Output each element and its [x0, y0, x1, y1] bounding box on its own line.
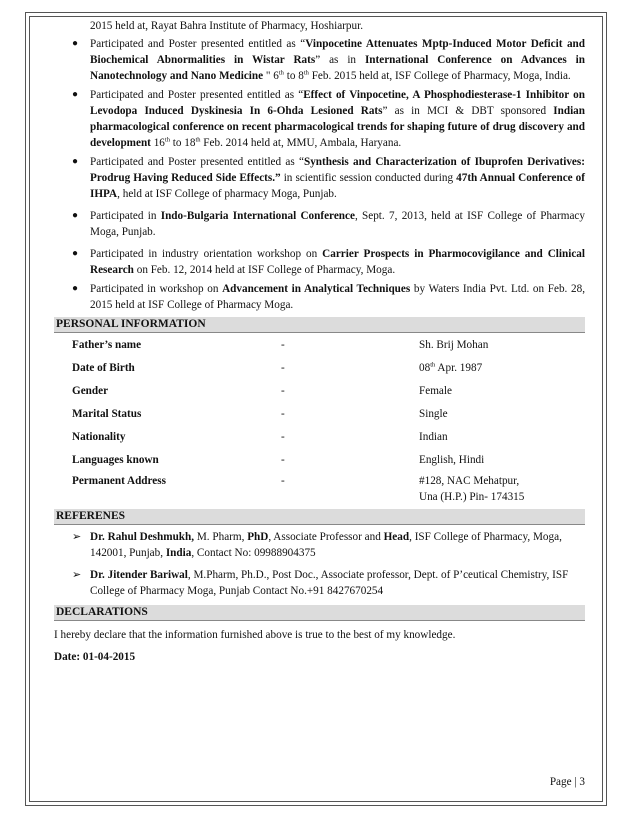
arrow-bullet-icon: ➢	[72, 569, 82, 581]
field-value: #128, NAC Mehatpur, Una (H.P.) Pin- 174315	[419, 475, 525, 503]
field-label: Gender	[72, 384, 109, 397]
field-value: Female	[419, 384, 452, 397]
list-item: ● Participated and Poster presented entitled as “Vinpocetine Attenuates Mptp-Induced Motor Deficit and Biochemical Abnormalities in Wistar Rats” as in International Conference on Advances in Nanotechnology and Nano Medicine " 6th to 8th Feb. 2015 held at, ISF College of Pharmacy, Moga, India.	[72, 38, 585, 82]
list-item: ● Participated in industry orientation workshop on Carrier Prospects in Pharmocovigilance and Clinical Research on Feb. 12, 2014 held at ISF College of Pharmacy, Moga.	[72, 248, 585, 276]
bullet-icon: ●	[72, 89, 79, 100]
field-label: Marital Status	[72, 407, 142, 420]
field-value: Indian	[419, 430, 448, 443]
bullet-icon: ●	[72, 38, 79, 49]
field-label: Father’s name	[72, 338, 142, 351]
bullet-icon: ●	[72, 156, 79, 167]
field-value: Sh. Brij Mohan	[419, 338, 489, 351]
table-row	[72, 402, 572, 425]
personal-information-heading: PERSONAL INFORMATION	[54, 317, 585, 333]
field-label: Date of Birth	[72, 361, 135, 374]
personal-information-table	[72, 333, 572, 505]
resume-page-content	[54, 14, 585, 788]
list-item: ● Participated and Poster presented entitled as “Effect of Vinpocetine, A Phosphodiesterase-1 Inhibitor on Levodopa Induced Dyskinesia In 6-Ohda Lesioned Rats” as in MCI & DBT sponsored Indian pharmacological conference on recent pharmacological trends for shaping future of drug discovery and development 16th to 18th Feb. 2014 held at, MMU, Ambala, Haryana.	[72, 89, 585, 149]
field-dash: -	[281, 453, 285, 466]
list-item: ● Participated and Poster presented entitled as “Synthesis and Characterization of Ibuprofen Derivatives: Prodrug Having Reduced Side Effects.” in scientific session conducted during 47th Annual Conference of IHPA, held at ISF College of pharmacy Moga, Punjab.	[72, 156, 585, 200]
table-row	[72, 448, 572, 471]
list-item: ➢ Dr. Jitender Bariwal, M.Pharm, Ph.D., Post Doc., Associate professor, Dept. of P’ceutical Chemistry, ISF College of Pharmacy Moga, Punjab Contact No.+91 8427670254	[72, 569, 569, 597]
references-list	[54, 529, 585, 599]
table-row	[72, 333, 572, 356]
table-row	[72, 425, 572, 448]
conference-list	[54, 36, 585, 313]
field-value: English, Hindi	[419, 453, 485, 466]
bullet-icon: ●	[72, 210, 79, 221]
page-number: Page | 3	[549, 776, 585, 788]
field-dash: -	[281, 430, 285, 443]
field-dash: -	[281, 407, 285, 420]
field-dash: -	[281, 475, 285, 487]
table-row	[72, 356, 572, 379]
declaration-date: Date: 01-04-2015	[54, 651, 136, 663]
arrow-bullet-icon: ➢	[72, 531, 82, 543]
field-label: Languages known	[72, 453, 159, 466]
table-row	[72, 471, 572, 505]
field-label: Permanent Address	[72, 475, 166, 487]
list-item: ➢ Dr. Rahul Deshmukh, M. Pharm, PhD, Associate Professor and Head, ISF College of Pharmacy, Moga, 142001, Punjab, India, Contact No: 09988904375	[72, 531, 562, 559]
bullet-icon: ●	[72, 248, 79, 259]
list-item: ● Participated in Indo-Bulgaria International Conference, Sept. 7, 2013, held at ISF College of Pharmacy Moga, Punjab.	[72, 210, 585, 238]
declaration-text: I hereby declare that the information furnished above is true to the best of my knowledge.	[54, 629, 456, 641]
field-value: Single	[419, 407, 448, 420]
list-item: ● Participated in workshop on Advancement in Analytical Techniques by Waters India Pvt. Ltd. on Feb. 28, 2015 held at ISF College of Pharmacy Moga.	[72, 283, 585, 311]
continuation-line: 2015 held at, Rayat Bahra Institute of Pharmacy, Hoshiarpur.	[90, 20, 363, 32]
references-heading: REFERENES	[54, 509, 585, 525]
field-value: 08th Apr. 1987	[419, 360, 483, 374]
field-dash: -	[281, 338, 285, 351]
field-dash: -	[281, 384, 285, 397]
declarations-heading: DECLARATIONS	[54, 605, 585, 621]
table-row	[72, 379, 572, 402]
field-label: Nationality	[72, 430, 126, 443]
field-dash: -	[281, 361, 285, 374]
bullet-icon: ●	[72, 283, 79, 294]
